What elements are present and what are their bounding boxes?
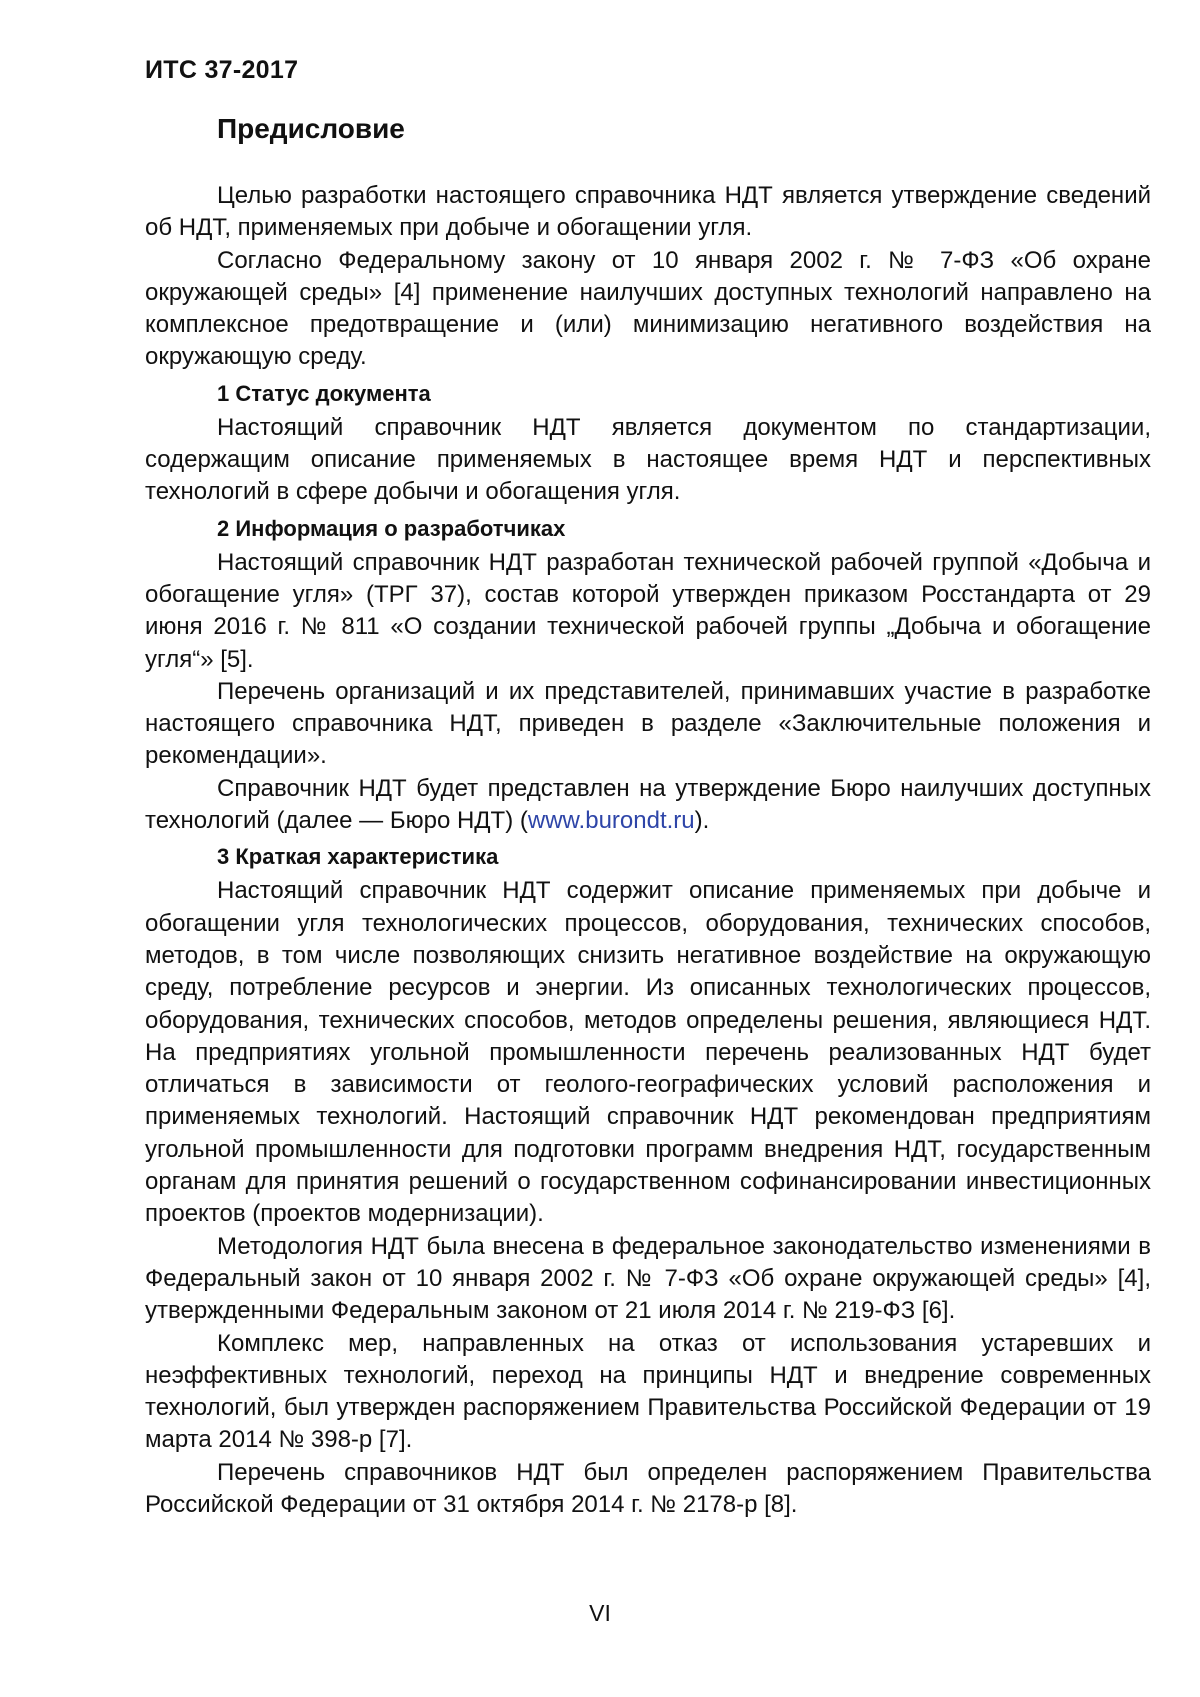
paragraph-text: ). bbox=[694, 807, 710, 835]
section-2-heading: 2 Информация о разработчиках bbox=[217, 515, 566, 541]
section-1-paragraph-1: Настоящий справочник НДТ является документом по стандартизации, содержащим описание применяемых в настоящее время НДТ и перспективных технологий в сфере добычи и обогащения угля. bbox=[145, 413, 1151, 506]
section-3-paragraph-3: Комплекс мер, направленных на отказ от использования устаревших и неэффективных технологий, переход на принципы НДТ и внедрение современных технологий, был утвержден распоряжением Правительства Российской Федерации от 19 марта 2014 № 398-р [7]. bbox=[145, 1329, 1151, 1454]
section-3-paragraph-2: Методология НДТ была внесена в федеральное законодательство изменениями в Федеральный закон от 10 января 2002 г. № 7-ФЗ «Об охране окружающей среды» [4], утвержденными Федеральным законом от 21 июля 2014 г. № 219-ФЗ [6]. bbox=[145, 1232, 1151, 1325]
page-number: VI bbox=[589, 1600, 611, 1626]
page-title: Предисловие bbox=[217, 113, 405, 144]
section-3-paragraph-1: Настоящий справочник НДТ содержит описание применяемых при добыче и обогащении угля технологических процессов, оборудования, технических способов, методов, в том числе позволяющих снизить негативное воздействие на окружающую среду, потребление ресурсов и энергии. Из описанных технологических процессов, оборудования, технических способов, методов определены решения, являющиеся НДТ. На предприятиях угольной промышленности перечень реализованных НДТ будет отличаться в зависимости от геолого-географических условий расположения и применяемых технологий. Настоящий справочник НДТ рекомендован предприятиям угольной промышленности для подготовки программ внедрения НДТ, государственным органам для принятия решений о государственном софинансировании инвестиционных проектов (проектов модернизации). bbox=[145, 877, 1151, 1228]
section-2-paragraph-3 bbox=[145, 773, 1151, 838]
section-2-paragraph-2: Перечень организаций и их представителей, принимавших участие в разработке настоящего справочника НДТ, приведен в разделе «Заключительные положения и рекомендации». bbox=[145, 677, 1151, 770]
section-2-paragraph-1: Настоящий справочник НДТ разработан технической рабочей группой «Добыча и обогащение угля» (ТРГ 37), состав которой утвержден приказом Росстандарта от 29 июня 2016 г. № 811 «О создании технической рабочей группы „Добыча и обогащение угля“» [5]. bbox=[145, 548, 1151, 673]
document-code: ИТС 37-2017 bbox=[145, 56, 299, 84]
section-3-heading: 3 Краткая характеристика bbox=[217, 844, 499, 870]
intro-paragraph-2: Согласно Федеральному закону от 10 января 2002 г. № 7-ФЗ «Об охране окружающей среды» [4] применение наилучших доступных технологий направлено на комплексное предотвращение и (или) минимизацию негативного воздействия на окружающую среду. bbox=[145, 246, 1151, 371]
section-1-heading: 1 Статус документа bbox=[217, 380, 431, 406]
burondt-link[interactable]: www.burondt.ru bbox=[527, 807, 695, 835]
intro-paragraph-1: Целью разработки настоящего справочника НДТ является утверждение сведений об НДТ, применяемых при добыче и обогащении угля. bbox=[145, 182, 1151, 242]
document-body bbox=[145, 180, 1151, 1521]
paragraph-text: Справочник НДТ будет представлен на утверждение Бюро наилучших доступных технологий (далее — Бюро НДТ) ( bbox=[145, 774, 1151, 835]
section-3-paragraph-4: Перечень справочников НДТ был определен распоряжением Правительства Российской Федерации от 31 октября 2014 г. № 2178-р [8]. bbox=[145, 1458, 1151, 1518]
